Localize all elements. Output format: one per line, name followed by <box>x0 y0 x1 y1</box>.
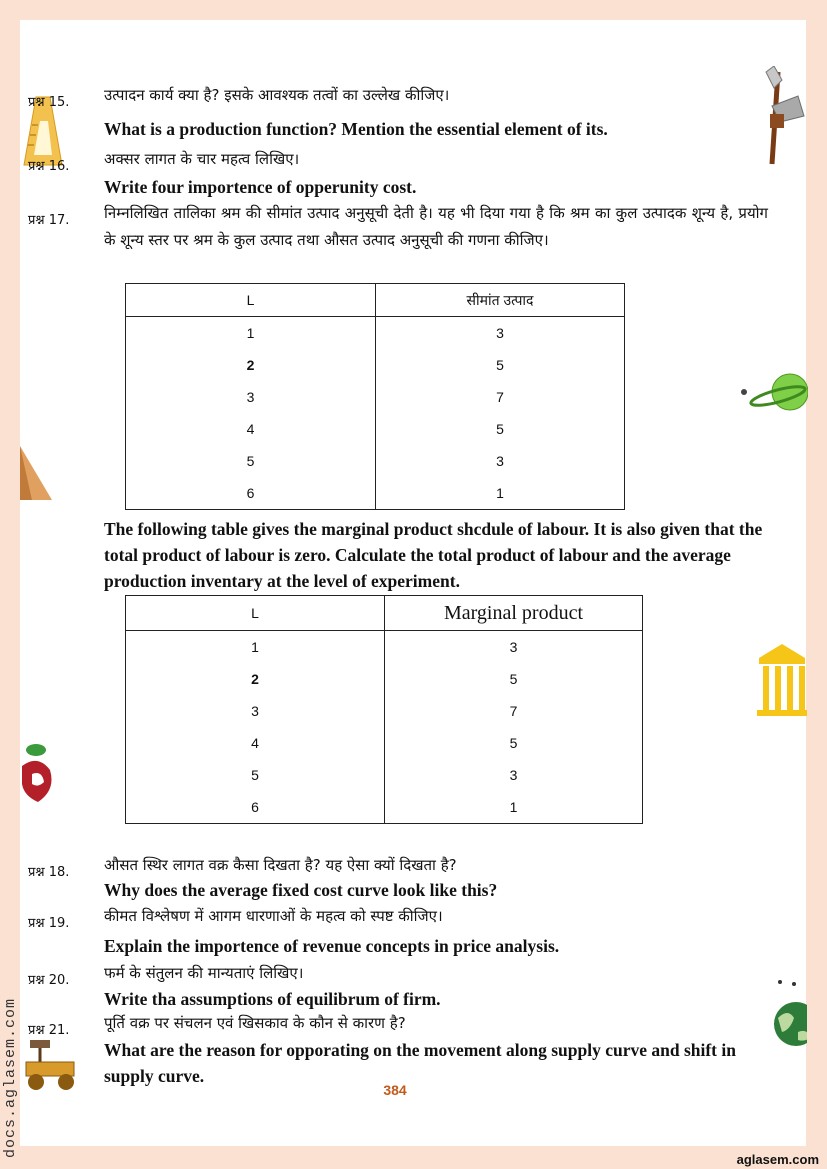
table-row <box>126 477 625 510</box>
table-cell: 4 <box>126 413 376 445</box>
table-row <box>126 759 643 791</box>
table-cell: 3 <box>376 445 625 477</box>
table-cell: 7 <box>376 381 625 413</box>
table-cell: 1 <box>126 317 376 350</box>
table-header-l: L <box>126 284 376 317</box>
table-row <box>126 381 625 413</box>
table-cell: 1 <box>376 477 625 510</box>
planet-icon <box>738 372 808 414</box>
question-20-hindi: फर्म के संतुलन की मान्यताएं लिखिए। <box>104 964 304 982</box>
table-row <box>126 317 625 350</box>
question-19-hindi: कीमत विश्लेषण में आगम धारणाओं के महत्व को स्पष्ट कीजिए। <box>104 907 443 925</box>
table-cell: 3 <box>126 695 385 727</box>
table-row <box>126 663 643 695</box>
question-15-english: What is a production function? Mention the essential element of its. <box>104 119 608 139</box>
table-row <box>126 413 625 445</box>
table-cell: 6 <box>126 477 376 510</box>
question-label-15: प्रश्न 15. <box>28 95 70 110</box>
apple-icon <box>20 740 56 806</box>
question-label-21: प्रश्न 21. <box>28 1023 70 1038</box>
question-16-english: Write four importence of opperunity cost. <box>104 177 417 197</box>
question-19-english: Explain the importence of revenue concepts in price analysis. <box>104 936 560 956</box>
brand-footer: aglasem.com <box>736 1152 819 1167</box>
question-18-english: Why does the average fixed cost curve look like this? <box>104 880 498 900</box>
table-cell: 2 <box>126 349 376 381</box>
table-header-marginal-product: सीमांत उत्पाद <box>376 284 625 317</box>
table-cell: 3 <box>376 317 625 350</box>
side-watermark: docs.aglasem.com <box>2 997 19 1158</box>
table-cell: 7 <box>385 695 643 727</box>
table-cell: 1 <box>126 631 385 664</box>
question-label-18: प्रश्न 18. <box>28 865 70 880</box>
table-row <box>126 695 643 727</box>
table-cell: 5 <box>376 413 625 445</box>
table-cell: 4 <box>126 727 385 759</box>
table-cell: 2 <box>126 663 385 695</box>
marginal-product-table-english <box>125 595 643 824</box>
table-cell: 5 <box>385 663 643 695</box>
table-cell: 3 <box>385 631 643 664</box>
question-label-19: प्रश्न 19. <box>28 916 70 931</box>
question-15-hindi: उत्पादन कार्य क्या है? इसके आवश्यक तत्वों का उल्लेख कीजिए। <box>104 86 450 104</box>
table-cell: 3 <box>126 381 376 413</box>
question-18-hindi: औसत स्थिर लागत वक्र कैसा दिखता है? यह ऐसा क्यों दिखता है? <box>104 856 457 874</box>
table-row <box>126 631 643 664</box>
page-number: 384 <box>383 1082 407 1098</box>
question-21-hindi: पूर्ति वक्र पर संचलन एवं खिसकाव के कौन से कारण है? <box>104 1014 406 1032</box>
table-cell: 5 <box>126 445 376 477</box>
table-row <box>126 727 643 759</box>
pyramid-icon <box>20 440 54 502</box>
table-cell: 6 <box>126 791 385 824</box>
table-row <box>126 791 643 824</box>
table-header-l: L <box>126 596 385 631</box>
table-row <box>126 445 625 477</box>
table-row <box>126 349 625 381</box>
table-cell: 5 <box>126 759 385 791</box>
question-21-english: What are the reason for opporating on the movement along supply curve and shift in supply curve. <box>104 1040 736 1086</box>
table-header-marginal-product: Marginal product <box>385 596 643 631</box>
question-16-hindi: अक्सर लागत के चार महत्व लिखिए। <box>104 150 300 168</box>
table-cell: 3 <box>385 759 643 791</box>
table-cell: 5 <box>385 727 643 759</box>
question-17-english: The following table gives the marginal product shcdule of labour. It is also given that the total product of labour is zero. Calculate the total product of labour and the average production inventary at the level of experiment. <box>104 519 763 591</box>
table-cell: 5 <box>376 349 625 381</box>
question-label-16: प्रश्न 16. <box>28 159 70 174</box>
question-17-hindi: निम्नलिखित तालिका श्रम की सीमांत उत्पाद अनुसूची देती है। यह भी दिया गया है कि श्रम का कुल उत्पादक शून्य है, प्रयोग के शून्य स्तर पर श्रम के कुल उत्पाद तथा औसत उत्पाद अनुसूची की गणना कीजिए। <box>104 204 768 249</box>
temple-icon <box>757 642 807 718</box>
question-label-17: प्रश्न 17. <box>28 213 70 228</box>
table-cell: 1 <box>385 791 643 824</box>
question-20-english: Write tha assumptions of equilibrum of firm. <box>104 989 441 1009</box>
marginal-product-table-hindi <box>125 283 625 510</box>
question-label-20: प्रश्न 20. <box>28 973 70 988</box>
cart-icon <box>22 1032 80 1092</box>
